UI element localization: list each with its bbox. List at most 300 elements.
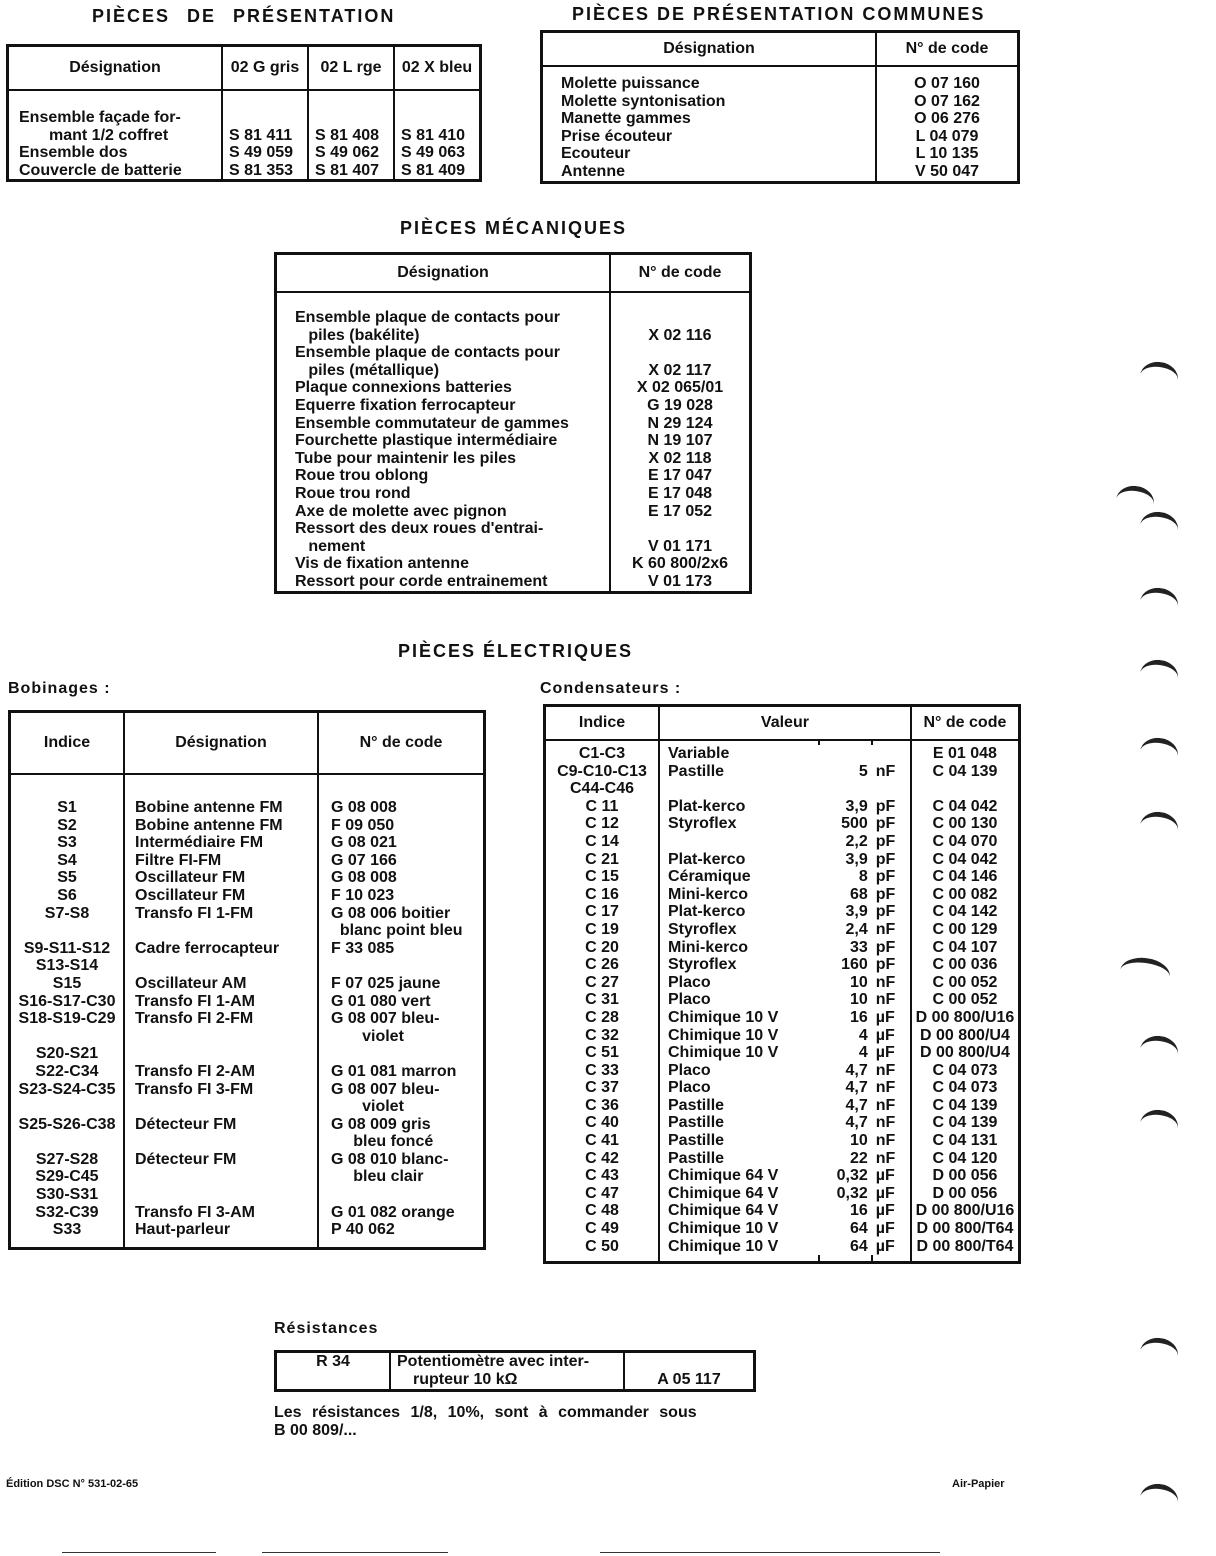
type-cell: Styroflex [659, 921, 819, 939]
value-cell: 3,9 [845, 850, 868, 868]
value-cell: 4 [858, 1044, 868, 1062]
designation-cell: Ensemble plaque de contacts pour [295, 309, 560, 326]
code-cell: C 04 146 [911, 868, 1020, 886]
indice-cell: C9-C10-C13 [557, 762, 647, 780]
code-cell: F 10 023 [318, 887, 485, 905]
code-cell: L 04 079 [876, 128, 1019, 146]
designation-cell: Cadre ferrocapteur [124, 940, 318, 958]
code-cell: F 09 050 [318, 817, 485, 835]
type-cell: Styroflex [659, 956, 819, 974]
table-row [276, 327, 751, 345]
code-cell: S 49 062 [308, 144, 394, 162]
code-cell: N 29 124 [610, 415, 751, 433]
code-cell: P 40 062 [318, 1221, 485, 1239]
unit-cell: nF [875, 1114, 896, 1132]
indice-cell: C 42 [585, 1149, 619, 1167]
code-cell: G 08 007 bleu- [318, 1010, 485, 1028]
table-row [10, 834, 485, 852]
table-row [276, 503, 751, 521]
value-cell: 16 [849, 1202, 868, 1220]
code-cell: F 07 025 jaune [318, 975, 485, 993]
col-designation: Désignation [8, 46, 223, 91]
code-cell: C 04 070 [911, 833, 1020, 851]
code-cell: violet [318, 1098, 485, 1116]
col-valeur: Valeur [659, 706, 911, 741]
value-cell: 64 [849, 1220, 868, 1238]
table-row [10, 993, 485, 1011]
code-cell: C 04 042 [911, 851, 1020, 869]
designation-cell: Ecouteur [561, 145, 631, 163]
indice-cell: S29-C45 [35, 1168, 99, 1186]
value-cell: 5 [858, 762, 868, 780]
table-row [542, 93, 1019, 111]
designation-cell [124, 1098, 318, 1116]
designation-cell: Bobine antenne FM [124, 817, 318, 835]
table-row [8, 127, 481, 145]
value-cell: 10 [849, 1132, 868, 1150]
table-row [276, 467, 751, 485]
designation-cell: piles (métallique) [295, 361, 440, 379]
indice-cell [10, 1133, 125, 1151]
type-cell: Chimique 10 V [659, 1238, 819, 1256]
spacer-cell [872, 1255, 911, 1263]
table-row [10, 922, 485, 940]
table-row [545, 745, 1020, 763]
resistances-table [274, 1350, 756, 1392]
table-row [10, 1028, 485, 1046]
code-cell: D 00 800/U4 [911, 1027, 1020, 1045]
code-cell: V 01 171 [610, 538, 751, 556]
bobinages-table [8, 710, 486, 1250]
designation-cell: Ensemble commutateur de gammes [295, 414, 569, 432]
type-cell: Chimique 10 V [659, 1027, 819, 1045]
code-cell [318, 1186, 485, 1204]
code-cell: C 04 142 [911, 903, 1020, 921]
unit-cell: µF [875, 1220, 895, 1238]
designation-cell: Oscillateur FM [124, 869, 318, 887]
indice-cell: S23-S24-C35 [18, 1080, 116, 1098]
code-cell: G 08 009 gris [318, 1116, 485, 1134]
type-cell: Plat-kerco [659, 851, 819, 869]
col-x-bleu: 02 X bleu [394, 46, 481, 91]
binder-hole-mark [1138, 810, 1180, 846]
code-cell: S 81 409 [394, 162, 481, 181]
spacer-cell [10, 774, 125, 799]
bottom-rule [600, 1552, 940, 1553]
code-cell: G 08 007 bleu- [318, 1081, 485, 1099]
code-cell: O 07 160 [876, 75, 1019, 93]
indice-cell: C 51 [585, 1044, 619, 1062]
table-row [545, 1132, 1020, 1150]
code-cell: C 00 130 [911, 815, 1020, 833]
table-row [545, 815, 1020, 833]
footer-edition: Édition DSC N° 531-02-65 [6, 1478, 139, 1490]
electriques-title: PIÈCES ÉLECTRIQUES [398, 641, 634, 661]
table-row [545, 851, 1020, 869]
indice-cell: C 37 [585, 1079, 619, 1097]
designation-cell: Oscillateur FM [124, 887, 318, 905]
table-row [276, 485, 751, 503]
table-row [545, 974, 1020, 992]
table-row [545, 1062, 1020, 1080]
value-cell: 3,9 [845, 797, 868, 815]
col-code: N° de code [318, 712, 485, 775]
code-cell: K 60 800/2x6 [610, 555, 751, 573]
table-row [10, 905, 485, 923]
indice-cell: C 11 [585, 797, 619, 815]
table-row [545, 1220, 1020, 1238]
designation-cell: Haut-parleur [124, 1221, 318, 1239]
table-row [545, 1097, 1020, 1115]
code-cell: blanc point bleu [318, 922, 485, 940]
value-cell: 4,7 [845, 1079, 868, 1097]
designation-cell: Filtre FI-FM [124, 852, 318, 870]
designation-cell: Transfo FI 1-FM [124, 905, 318, 923]
indice-cell [10, 1098, 125, 1116]
table-row [8, 144, 481, 162]
designation-cell: Plaque connexions batteries [295, 379, 512, 397]
value-cell: 4,7 [845, 1114, 868, 1132]
table-row [10, 957, 485, 975]
indice-cell: C 28 [585, 1008, 619, 1026]
code-cell [610, 520, 751, 538]
code-cell: X 02 116 [610, 327, 751, 345]
code-cell: C 04 131 [911, 1132, 1020, 1150]
unit-cell: pF [875, 885, 896, 903]
unit-cell: pF [875, 797, 896, 815]
indice-cell: S3 [57, 834, 77, 852]
indice-cell: S4 [57, 851, 77, 869]
table-row [10, 1151, 485, 1169]
table-row [276, 379, 751, 397]
indice-cell: C1-C3 [578, 745, 626, 762]
binder-hole-mark [1138, 1034, 1180, 1070]
spacer-row [10, 774, 485, 799]
code-cell: D 00 056 [911, 1167, 1020, 1185]
code-cell [308, 109, 394, 127]
footer-paper: Air-Papier [952, 1478, 1005, 1490]
code-cell: bleu foncé [318, 1133, 485, 1151]
table-row [10, 1010, 485, 1028]
presentation-table [6, 44, 482, 182]
type-cell: Chimique 10 V [659, 1044, 819, 1062]
res-designation [390, 1352, 624, 1391]
indice-cell: C 19 [585, 920, 619, 938]
unit-cell: pF [875, 938, 896, 956]
binder-hole-mark [1138, 658, 1180, 694]
unit-cell: pF [875, 903, 896, 921]
binder-hole-mark [1138, 736, 1180, 772]
unit-cell: µF [875, 1167, 895, 1185]
indice-cell: C 49 [585, 1220, 619, 1238]
table-row [545, 798, 1020, 816]
indice-cell: C 27 [585, 973, 619, 991]
value-cell: 33 [849, 938, 868, 956]
indice-cell: C 15 [585, 868, 619, 886]
table-row [10, 869, 485, 887]
table-row [10, 1221, 485, 1239]
unit-cell: nF [875, 1132, 896, 1150]
indice-cell: C 21 [585, 850, 619, 868]
designation-cell: Tube pour maintenir les piles [295, 449, 517, 467]
type-cell: Chimique 10 V [659, 1220, 819, 1238]
type-cell: Plat-kerco [659, 903, 819, 921]
table-row [545, 1114, 1020, 1132]
table-row [10, 1204, 485, 1222]
designation-cell: Molette syntonisation [561, 92, 726, 110]
code-cell: X 02 118 [610, 450, 751, 468]
code-cell: C 00 036 [911, 956, 1020, 974]
code-cell: C 04 073 [911, 1079, 1020, 1097]
table-row [10, 1045, 485, 1063]
designation-cell: Roue trou rond [295, 484, 411, 502]
indice-cell: S9-S11-S12 [23, 939, 111, 957]
unit-cell: µF [875, 1184, 895, 1202]
table-row [10, 940, 485, 958]
unit-cell: µF [875, 1044, 895, 1062]
table-row [276, 362, 751, 380]
table-row [276, 555, 751, 573]
indice-cell: S6 [57, 886, 77, 904]
type-cell: Placo [659, 1062, 819, 1080]
spacer-cell [610, 292, 751, 309]
designation-cell: Molette puissance [561, 75, 700, 92]
indice-cell: S22-C34 [35, 1062, 99, 1080]
binder-hole-mark [1138, 1336, 1180, 1372]
code-cell: O 06 276 [876, 110, 1019, 128]
indice-cell: S32-C39 [35, 1203, 99, 1221]
col-designation: Désignation [542, 32, 877, 67]
indice-cell: S25-S26-C38 [18, 1115, 116, 1133]
indice-cell: C 41 [585, 1132, 619, 1150]
designation-cell: Couvercle de batterie [19, 161, 182, 179]
code-cell: G 08 010 blanc- [318, 1151, 485, 1169]
designation-cell [124, 922, 318, 940]
value-cell [819, 745, 872, 763]
unit-cell: pF [875, 956, 896, 974]
spacer-row [542, 66, 1019, 75]
code-cell: C 00 052 [911, 974, 1020, 992]
designation-cell: piles (bakélite) [295, 326, 420, 344]
designation-cell: Vis de fixation antenne [295, 555, 469, 573]
code-cell: G 08 021 [318, 834, 485, 852]
code-cell [610, 309, 751, 327]
table-row [10, 817, 485, 835]
unit-cell: µF [875, 1202, 895, 1220]
table-row [10, 1186, 485, 1204]
indice-cell: C 16 [585, 885, 619, 903]
table-row [545, 1079, 1020, 1097]
code-cell: violet [318, 1028, 485, 1046]
code-cell [318, 957, 485, 975]
col-code: N° de code [876, 32, 1019, 67]
spacer-row [545, 1255, 1020, 1263]
value-cell: 4,7 [845, 1061, 868, 1079]
col-designation: Désignation [124, 712, 318, 775]
indice-cell: C 20 [585, 938, 619, 956]
spacer-row [8, 90, 481, 109]
indice-cell [10, 1028, 125, 1046]
unit-cell: µF [875, 1237, 895, 1255]
indice-cell: C 36 [585, 1096, 619, 1114]
code-cell: X 02 065/01 [610, 379, 751, 397]
code-cell: G 01 082 orange [318, 1204, 485, 1222]
table-row [545, 1044, 1020, 1062]
designation-cell: Ressort des deux roues d'entrai- [295, 520, 544, 538]
spacer-cell [318, 774, 485, 799]
code-cell: E 17 052 [610, 503, 751, 521]
binder-hole-mark [1118, 955, 1172, 993]
designation-cell: Ensemble façade for- [19, 109, 181, 126]
code-cell [911, 780, 1020, 798]
type-cell: Chimique 64 V [659, 1202, 819, 1220]
bottom-rule [62, 1552, 216, 1553]
code-cell: C 00 082 [911, 886, 1020, 904]
table-row [542, 110, 1019, 128]
value-cell: 3,9 [845, 903, 868, 921]
unit-cell: pF [875, 832, 896, 850]
code-cell: G 01 081 marron [318, 1063, 485, 1081]
type-cell: Mini-kerco [659, 939, 819, 957]
unit-cell: nF [875, 1061, 896, 1079]
presentation-title: PIÈCES DE PRÉSENTATION [92, 6, 396, 26]
spacer-cell [124, 1239, 318, 1249]
indice-cell: C 32 [585, 1026, 619, 1044]
spacer-cell [542, 66, 877, 75]
table-row [10, 887, 485, 905]
unit-cell: pF [875, 850, 896, 868]
table-row [10, 1063, 485, 1081]
code-cell: C 04 139 [911, 1114, 1020, 1132]
code-cell: D 00 800/U16 [911, 1202, 1020, 1220]
designation-cell [124, 957, 318, 975]
unit-cell: µF [875, 1026, 895, 1044]
table-row [542, 75, 1019, 93]
designation-cell: mant 1/2 coffret [49, 126, 169, 144]
table-row [276, 538, 751, 556]
spacer-row [276, 292, 751, 309]
type-cell: Plat-kerco [659, 798, 819, 816]
table-row [545, 991, 1020, 1009]
table-row [10, 975, 485, 993]
indice-cell: C 12 [585, 815, 619, 833]
indice-cell: S20-S21 [35, 1045, 99, 1063]
value-cell: 10 [849, 973, 868, 991]
designation-cell [124, 1133, 318, 1151]
value-cell: 500 [841, 815, 868, 833]
table-row [10, 1168, 485, 1186]
code-cell: L 10 135 [876, 145, 1019, 163]
table-row [8, 109, 481, 127]
value-cell: 64 [849, 1237, 868, 1255]
designation-cell: Manette gammes [561, 110, 691, 128]
code-cell: C 04 073 [911, 1062, 1020, 1080]
designation-cell [124, 1045, 318, 1063]
code-cell: C 04 139 [911, 1097, 1020, 1115]
designation-cell: Antenne [561, 162, 625, 180]
indice-cell: C 33 [585, 1061, 619, 1079]
unit-cell: nF [875, 1079, 896, 1097]
code-cell: C 04 042 [911, 798, 1020, 816]
designation-cell: Ensemble plaque de contacts pour [295, 344, 560, 362]
indice-cell: C 14 [585, 832, 619, 850]
code-cell: G 01 080 vert [318, 993, 485, 1011]
table-row [8, 162, 481, 181]
code-cell: D 00 056 [911, 1185, 1020, 1203]
table-row [276, 450, 751, 468]
indice-cell: C 31 [585, 991, 619, 1009]
table-row [10, 1098, 485, 1116]
type-cell [659, 780, 819, 798]
table-row [276, 397, 751, 415]
code-cell: O 07 162 [876, 93, 1019, 111]
code-cell: C 04 107 [911, 939, 1020, 957]
indice-cell: S16-S17-C30 [18, 992, 116, 1010]
type-cell: Pastille [659, 1114, 819, 1132]
designation-cell: Détecteur FM [124, 1116, 318, 1134]
code-cell: S 81 407 [308, 162, 394, 181]
code-cell: C 04 139 [911, 763, 1020, 781]
table-row [545, 1185, 1020, 1203]
indice-cell [10, 922, 125, 940]
table-row [545, 903, 1020, 921]
designation-cell: Transfo FI 3-FM [124, 1081, 318, 1099]
code-cell [610, 344, 751, 362]
code-cell: X 02 117 [610, 362, 751, 380]
res-indice: R 34 [316, 1353, 350, 1370]
res-designation-line2: rupteur 10 kΩ [413, 1370, 518, 1388]
code-cell: V 50 047 [876, 163, 1019, 182]
binder-hole-mark [1138, 586, 1180, 622]
unit-cell: nF [875, 762, 896, 780]
indice-cell: S30-S31 [35, 1186, 99, 1204]
unit-cell: nF [875, 920, 896, 938]
indice-cell: C 43 [585, 1167, 619, 1185]
code-cell: G 08 006 boitier [318, 905, 485, 923]
table-row [10, 799, 485, 817]
value-cell: 10 [849, 991, 868, 1009]
mecaniques-table [274, 252, 752, 594]
table-row [10, 852, 485, 870]
code-cell: N 19 107 [610, 432, 751, 450]
condensateurs-table [543, 704, 1021, 1264]
code-cell: D 00 800/T64 [911, 1238, 1020, 1256]
value-cell: 2,2 [845, 832, 868, 850]
spacer-cell [10, 1239, 125, 1249]
res-designation-line1: Potentiomètre avec inter- [397, 1353, 590, 1370]
bottom-rule [262, 1552, 448, 1553]
designation-cell: nement [295, 537, 366, 555]
table-row [545, 1202, 1020, 1220]
unit-cell [872, 745, 911, 763]
code-cell: G 08 008 [318, 799, 485, 817]
res-code: A 05 117 [624, 1352, 755, 1391]
code-cell: F 33 085 [318, 940, 485, 958]
table-row [276, 432, 751, 450]
designation-cell [124, 1028, 318, 1046]
type-cell: Chimique 64 V [659, 1185, 819, 1203]
col-indice: Indice [545, 706, 660, 741]
indice-cell: S27-S28 [35, 1150, 99, 1168]
indice-cell: C44-C46 [569, 780, 635, 798]
indice-cell: S7-S8 [44, 904, 90, 922]
type-cell: Variable [659, 745, 819, 763]
table-row [545, 763, 1020, 781]
col-indice: Indice [10, 712, 125, 775]
table-row [10, 1116, 485, 1134]
value-cell: 22 [849, 1149, 868, 1167]
indice-cell: S33 [52, 1221, 82, 1239]
